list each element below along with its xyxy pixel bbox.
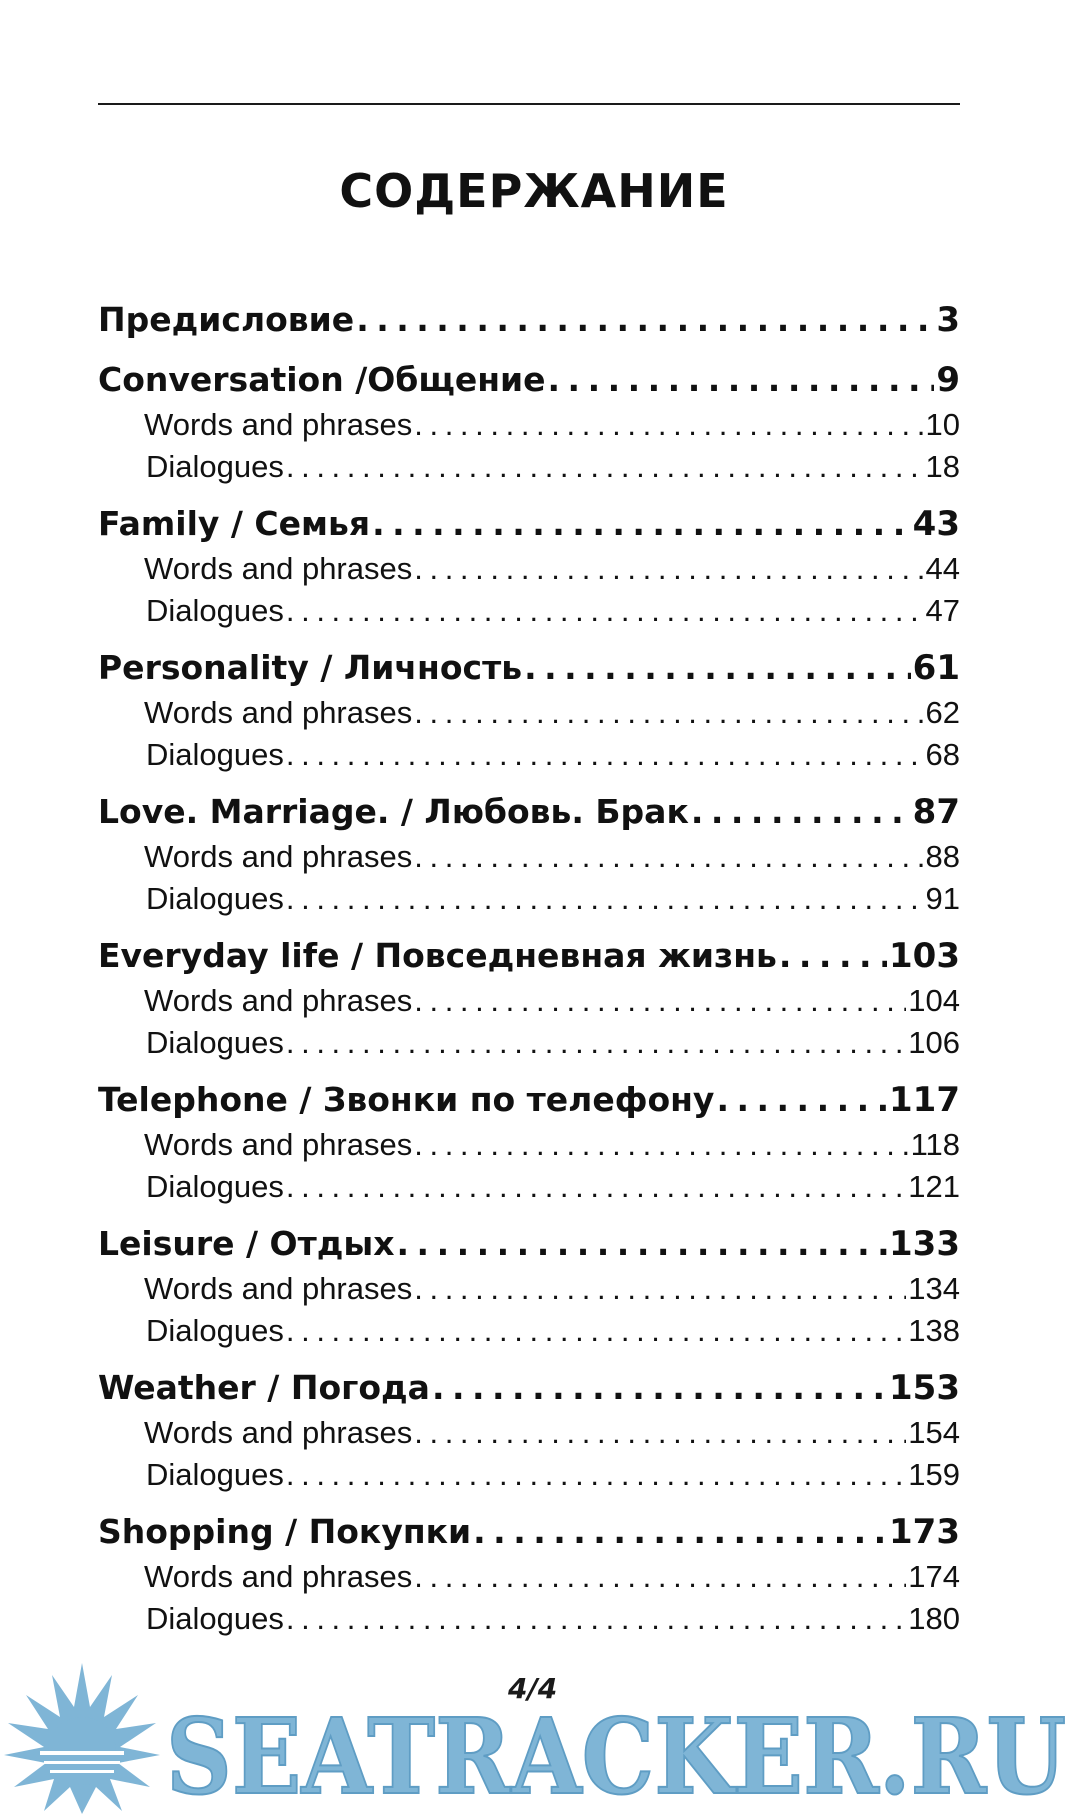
toc-entry-label: Personality / Личность bbox=[98, 648, 523, 687]
dot-leader bbox=[414, 836, 923, 878]
toc-subentry-dialogues[interactable] bbox=[98, 878, 960, 920]
toc-entry-label: Words and phrases bbox=[144, 551, 413, 586]
toc-entry-page: 117 bbox=[889, 1080, 960, 1120]
toc-subentry-dialogues[interactable] bbox=[98, 1310, 960, 1352]
toc-entry-page: 62 bbox=[925, 695, 960, 730]
toc-entry-label: Words and phrases bbox=[144, 407, 413, 442]
toc-entry-page: 88 bbox=[925, 839, 960, 874]
dot-leader bbox=[286, 1454, 906, 1496]
toc-entry-page: 44 bbox=[925, 551, 960, 586]
toc-entry-page: 153 bbox=[889, 1368, 960, 1408]
dot-leader bbox=[432, 1364, 887, 1412]
toc-entry-label: Shopping / Покупки bbox=[98, 1512, 472, 1551]
toc-chapter-personality[interactable] bbox=[98, 644, 960, 692]
toc-entry-page: 118 bbox=[910, 1127, 960, 1162]
dot-leader bbox=[414, 1268, 906, 1310]
toc-entry-page: 43 bbox=[912, 504, 960, 544]
toc-entry-page: 3 bbox=[936, 300, 960, 340]
dot-leader bbox=[286, 878, 924, 920]
toc-entry-label: Words and phrases bbox=[144, 839, 413, 874]
toc-entry-page: 9 bbox=[936, 360, 960, 400]
toc-entry-label: Dialogues bbox=[146, 449, 284, 484]
dot-leader bbox=[716, 1076, 887, 1124]
toc-entry-page: 18 bbox=[925, 449, 960, 484]
toc-entry-label: Words and phrases bbox=[144, 1271, 413, 1306]
dot-leader bbox=[372, 500, 911, 548]
toc-entry-label: Предисловие bbox=[98, 300, 355, 339]
toc-subentry-dialogues[interactable] bbox=[98, 734, 960, 776]
toc-chapter-group bbox=[98, 932, 960, 1064]
dot-leader bbox=[286, 1022, 906, 1064]
toc-subentry-words[interactable] bbox=[98, 980, 960, 1022]
toc-preface-group bbox=[98, 296, 960, 344]
toc-entry-label: Dialogues bbox=[146, 737, 284, 772]
dot-leader bbox=[524, 644, 911, 692]
toc-entry-label: Dialogues bbox=[146, 1601, 284, 1636]
toc-subentry-words[interactable] bbox=[98, 1412, 960, 1454]
toc-entry-label: Weather / Погода bbox=[98, 1368, 430, 1407]
toc-entry-page: 154 bbox=[908, 1415, 960, 1450]
toc-chapter-love-marriage[interactable] bbox=[98, 788, 960, 836]
toc-subentry-words[interactable] bbox=[98, 404, 960, 446]
toc-subentry-words[interactable] bbox=[98, 548, 960, 590]
dot-leader bbox=[414, 1412, 906, 1454]
toc-subentry-dialogues[interactable] bbox=[98, 1022, 960, 1064]
toc-chapter-group bbox=[98, 788, 960, 920]
toc-entry-page: 134 bbox=[908, 1271, 960, 1306]
toc-entry-page: 159 bbox=[908, 1457, 960, 1492]
toc-subentry-dialogues[interactable] bbox=[98, 1454, 960, 1496]
toc-entry-label: Dialogues bbox=[146, 1313, 284, 1348]
toc-subentry-dialogues[interactable] bbox=[98, 590, 960, 632]
table-of-contents bbox=[98, 296, 960, 1652]
toc-subentry-dialogues[interactable] bbox=[98, 1598, 960, 1640]
toc-subentry-dialogues[interactable] bbox=[98, 1166, 960, 1208]
page-indicator: 4/4 bbox=[508, 1672, 558, 1705]
toc-entry-label: Dialogues bbox=[146, 1025, 284, 1060]
toc-chapter-telephone[interactable] bbox=[98, 1076, 960, 1124]
watermark-text: SEATRACKER.RU bbox=[166, 1695, 1066, 1814]
dot-leader bbox=[286, 1598, 906, 1640]
toc-chapter-everyday-life[interactable] bbox=[98, 932, 960, 980]
toc-subentry-words[interactable] bbox=[98, 1556, 960, 1598]
dot-leader bbox=[414, 548, 923, 590]
toc-entry-page: 106 bbox=[908, 1025, 960, 1060]
dot-leader bbox=[286, 446, 924, 488]
toc-entry-label: Words and phrases bbox=[144, 983, 413, 1018]
dot-leader bbox=[414, 980, 906, 1022]
toc-entry-page: 47 bbox=[925, 593, 960, 628]
toc-chapter-group bbox=[98, 1220, 960, 1352]
toc-entry-label: Dialogues bbox=[146, 1457, 284, 1492]
toc-chapter-weather[interactable] bbox=[98, 1364, 960, 1412]
toc-subentry-words[interactable] bbox=[98, 692, 960, 734]
toc-chapter-family[interactable] bbox=[98, 500, 960, 548]
toc-subentry-words[interactable] bbox=[98, 836, 960, 878]
toc-chapter-group bbox=[98, 1364, 960, 1496]
toc-entry-label: Telephone / Звонки по телефону bbox=[98, 1080, 715, 1119]
toc-entry-label: Leisure / Отдых bbox=[98, 1224, 395, 1263]
dot-leader bbox=[414, 404, 923, 446]
toc-entry-page: 87 bbox=[912, 792, 960, 832]
toc-chapter-group bbox=[98, 644, 960, 776]
dot-leader bbox=[414, 1556, 906, 1598]
toc-chapter-group bbox=[98, 1076, 960, 1208]
toc-subentry-words[interactable] bbox=[98, 1124, 960, 1166]
toc-entry-label: Love. Marriage. / Любовь. Брак bbox=[98, 792, 689, 831]
toc-entry-page: 174 bbox=[908, 1559, 960, 1594]
sun-icon bbox=[4, 1663, 160, 1814]
toc-subentry-dialogues[interactable] bbox=[98, 446, 960, 488]
toc-chapter-leisure[interactable] bbox=[98, 1220, 960, 1268]
toc-chapter-shopping[interactable] bbox=[98, 1508, 960, 1556]
dot-leader bbox=[286, 1166, 906, 1208]
toc-entry-page: 180 bbox=[908, 1601, 960, 1636]
toc-entry-page: 68 bbox=[925, 737, 960, 772]
dot-leader bbox=[286, 590, 924, 632]
toc-entry-page: 104 bbox=[908, 983, 960, 1018]
toc-entry-page: 10 bbox=[925, 407, 960, 442]
toc-entry-page: 103 bbox=[889, 936, 960, 976]
toc-entry-label: Dialogues bbox=[146, 593, 284, 628]
header-rule bbox=[98, 103, 960, 105]
dot-leader bbox=[414, 1124, 908, 1166]
dot-leader bbox=[691, 788, 911, 836]
toc-chapter-group bbox=[98, 500, 960, 632]
toc-subentry-words[interactable] bbox=[98, 1268, 960, 1310]
toc-entry-label: Dialogues bbox=[146, 1169, 284, 1204]
toc-chapter-group bbox=[98, 356, 960, 488]
dot-leader bbox=[286, 734, 924, 776]
toc-entry-page: 133 bbox=[889, 1224, 960, 1264]
toc-entry-label: Conversation /Общение bbox=[98, 360, 546, 399]
page-title: СОДЕРЖАНИЕ bbox=[339, 164, 729, 218]
toc-entry-page: 61 bbox=[912, 648, 960, 688]
dot-leader bbox=[286, 1310, 906, 1352]
toc-entry-label: Dialogues bbox=[146, 881, 284, 916]
dot-leader bbox=[397, 1220, 888, 1268]
toc-entry-page: 91 bbox=[925, 881, 960, 916]
dot-leader bbox=[414, 692, 923, 734]
toc-entry-label: Words and phrases bbox=[144, 1559, 413, 1594]
toc-entry-page: 138 bbox=[908, 1313, 960, 1348]
dot-leader bbox=[473, 1508, 887, 1556]
toc-chapter-group bbox=[98, 1508, 960, 1640]
toc-entry-page: 173 bbox=[889, 1512, 960, 1552]
toc-entry-label: Words and phrases bbox=[144, 695, 413, 730]
dot-leader bbox=[548, 356, 935, 404]
toc-entry-page: 121 bbox=[908, 1169, 960, 1204]
dot-leader bbox=[779, 932, 887, 980]
toc-entry-label: Words and phrases bbox=[144, 1127, 413, 1162]
toc-chapter-conversation[interactable] bbox=[98, 356, 960, 404]
toc-entry-label: Family / Семья bbox=[98, 504, 371, 543]
toc-entry-label: Words and phrases bbox=[144, 1415, 413, 1450]
dot-leader bbox=[356, 296, 934, 344]
toc-entry-preface[interactable] bbox=[98, 296, 960, 344]
toc-entry-label: Everyday life / Повседневная жизнь bbox=[98, 936, 777, 975]
